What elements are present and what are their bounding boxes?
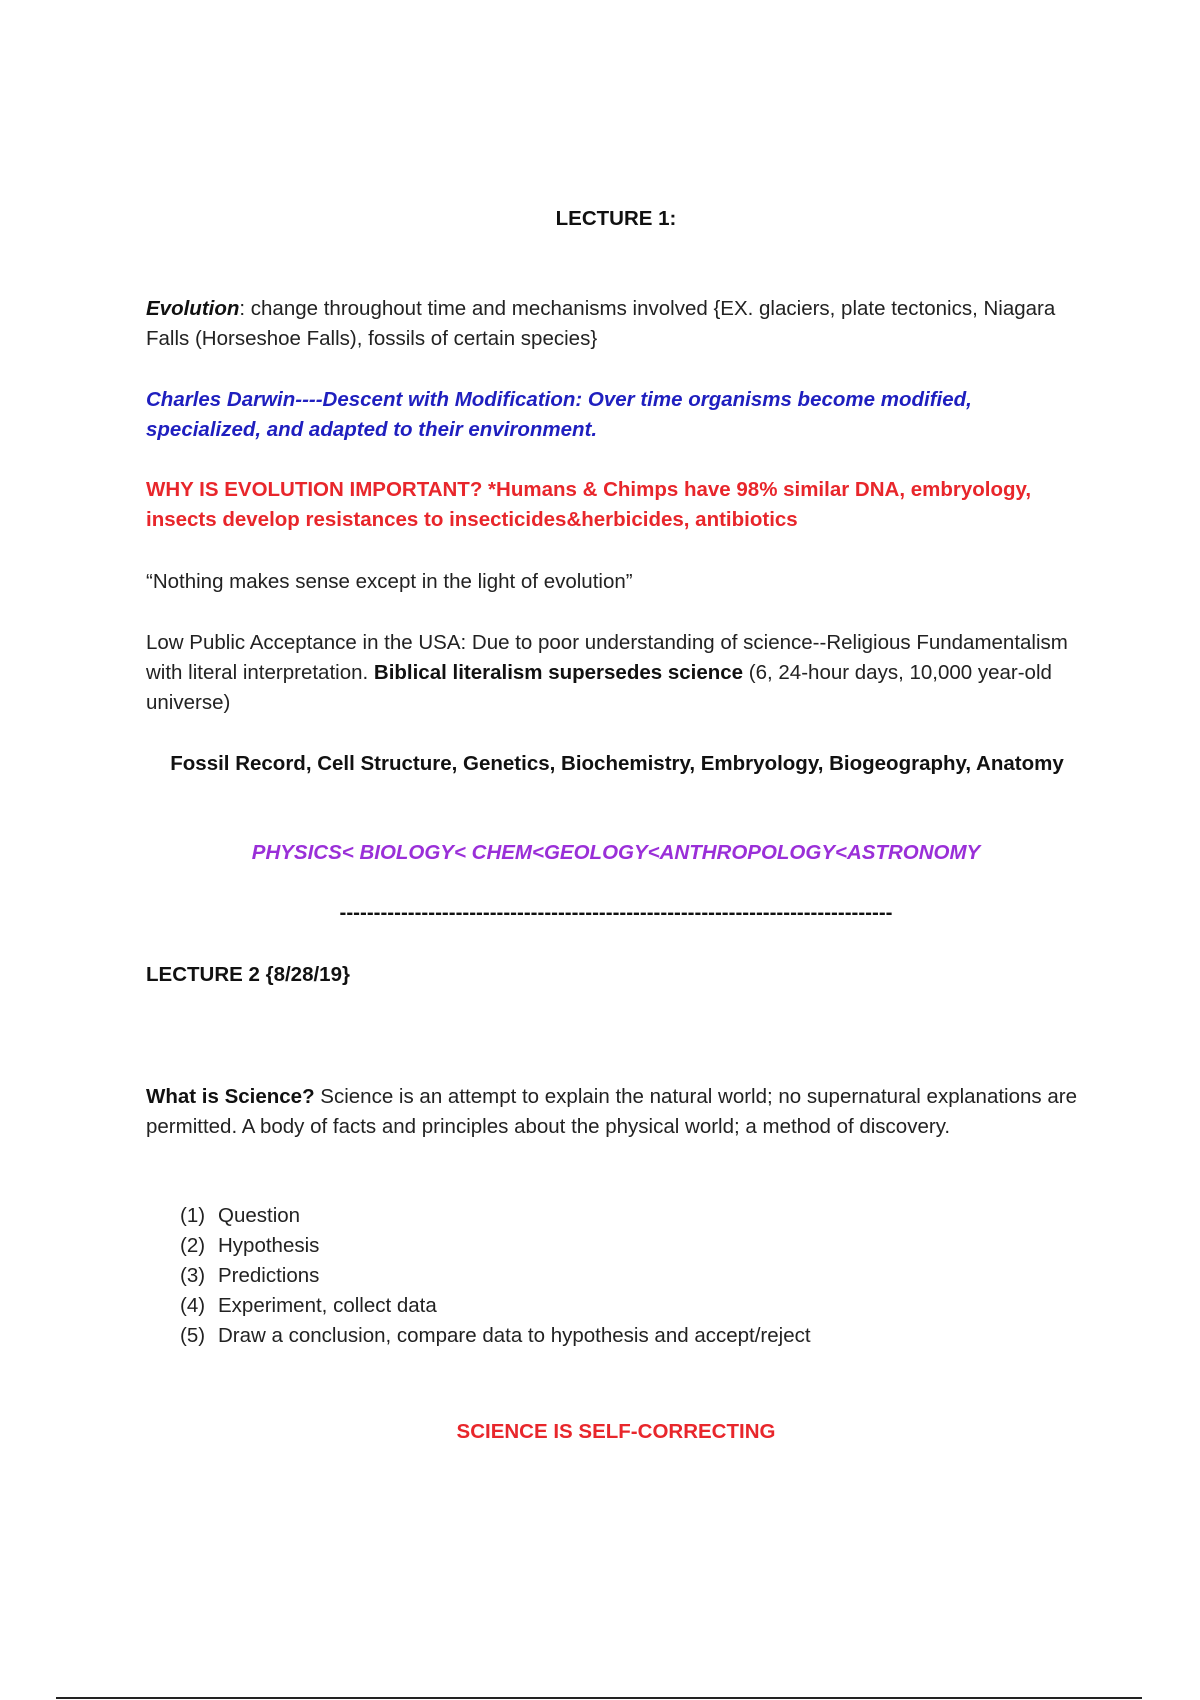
list-item bbox=[180, 1291, 1120, 1321]
public-acceptance-paragraph bbox=[146, 628, 1086, 718]
biblical-literalism-emphasis: Biblical literalism supersedes science bbox=[373, 661, 744, 684]
science-term: What is Science? bbox=[146, 1085, 315, 1108]
list-item bbox=[180, 1201, 1120, 1231]
step-number: (1) bbox=[180, 1204, 206, 1227]
step-number: (4) bbox=[180, 1294, 206, 1317]
step-number: (3) bbox=[180, 1264, 206, 1287]
science-definition-text: Science is an attempt to explain the natural world; no supernatural explanations are permitted. A body of facts and principles about the physical world; a method of discovery. bbox=[146, 1085, 1077, 1138]
evolution-definition-text: : change throughout time and mechanisms involved {EX. glaciers, plate tectonics, Niagara Falls (Horseshoe Falls), fossils of certain species} bbox=[146, 297, 1056, 350]
science-fields-hierarchy: PHYSICS< BIOLOGY< CHEM<GEOLOGY<ANTHROPOLOGY<ASTRONOMY bbox=[251, 841, 981, 864]
evidence-list: Fossil Record, Cell Structure, Genetics, Biochemistry, Embryology, Biogeography, Anatomy bbox=[170, 752, 1064, 775]
section-separator: --------------------------------------------------------------------------------- bbox=[339, 901, 893, 924]
acceptance-text-start: Low Public Acceptance in the USA: Due to poor understanding of science--Religious Fundamentalism with literal interpretation. bbox=[146, 631, 1068, 684]
evolution-term: Evolution bbox=[146, 297, 240, 320]
step-text: Hypothesis bbox=[218, 1234, 320, 1257]
science-self-correcting: SCIENCE IS SELF-CORRECTING bbox=[456, 1420, 776, 1443]
step-text: Predictions bbox=[218, 1264, 320, 1287]
list-item bbox=[180, 1321, 1120, 1351]
list-item bbox=[180, 1261, 1120, 1291]
darwin-descent-note: Charles Darwin----Descent with Modification: Over time organisms become modified, specialized, and adapted to their environment. bbox=[146, 388, 972, 441]
scientific-method-steps bbox=[180, 1201, 1120, 1351]
step-number: (5) bbox=[180, 1324, 206, 1347]
step-number: (2) bbox=[180, 1234, 206, 1257]
step-text: Draw a conclusion, compare data to hypothesis and accept/reject bbox=[218, 1324, 811, 1347]
why-evolution-important: WHY IS EVOLUTION IMPORTANT? *Humans & Chimps have 98% similar DNA, embryology, insects develop resistances to insecticides&herbicides, antibiotics bbox=[146, 478, 1032, 531]
lecture1-heading: LECTURE 1: bbox=[555, 207, 677, 230]
lecture2-heading: LECTURE 2 {8/28/19} bbox=[146, 963, 350, 986]
step-text: Question bbox=[218, 1204, 301, 1227]
step-text: Experiment, collect data bbox=[218, 1294, 437, 1317]
acceptance-text-end: (6, 24-hour days, 10,000 year-old universe) bbox=[146, 661, 1052, 714]
page-bottom-rule bbox=[56, 1697, 1142, 1699]
evolution-definition bbox=[146, 294, 1086, 354]
evolution-quote: “Nothing makes sense except in the light of evolution” bbox=[146, 570, 633, 593]
list-item bbox=[180, 1231, 1120, 1261]
science-definition bbox=[146, 1082, 1086, 1142]
